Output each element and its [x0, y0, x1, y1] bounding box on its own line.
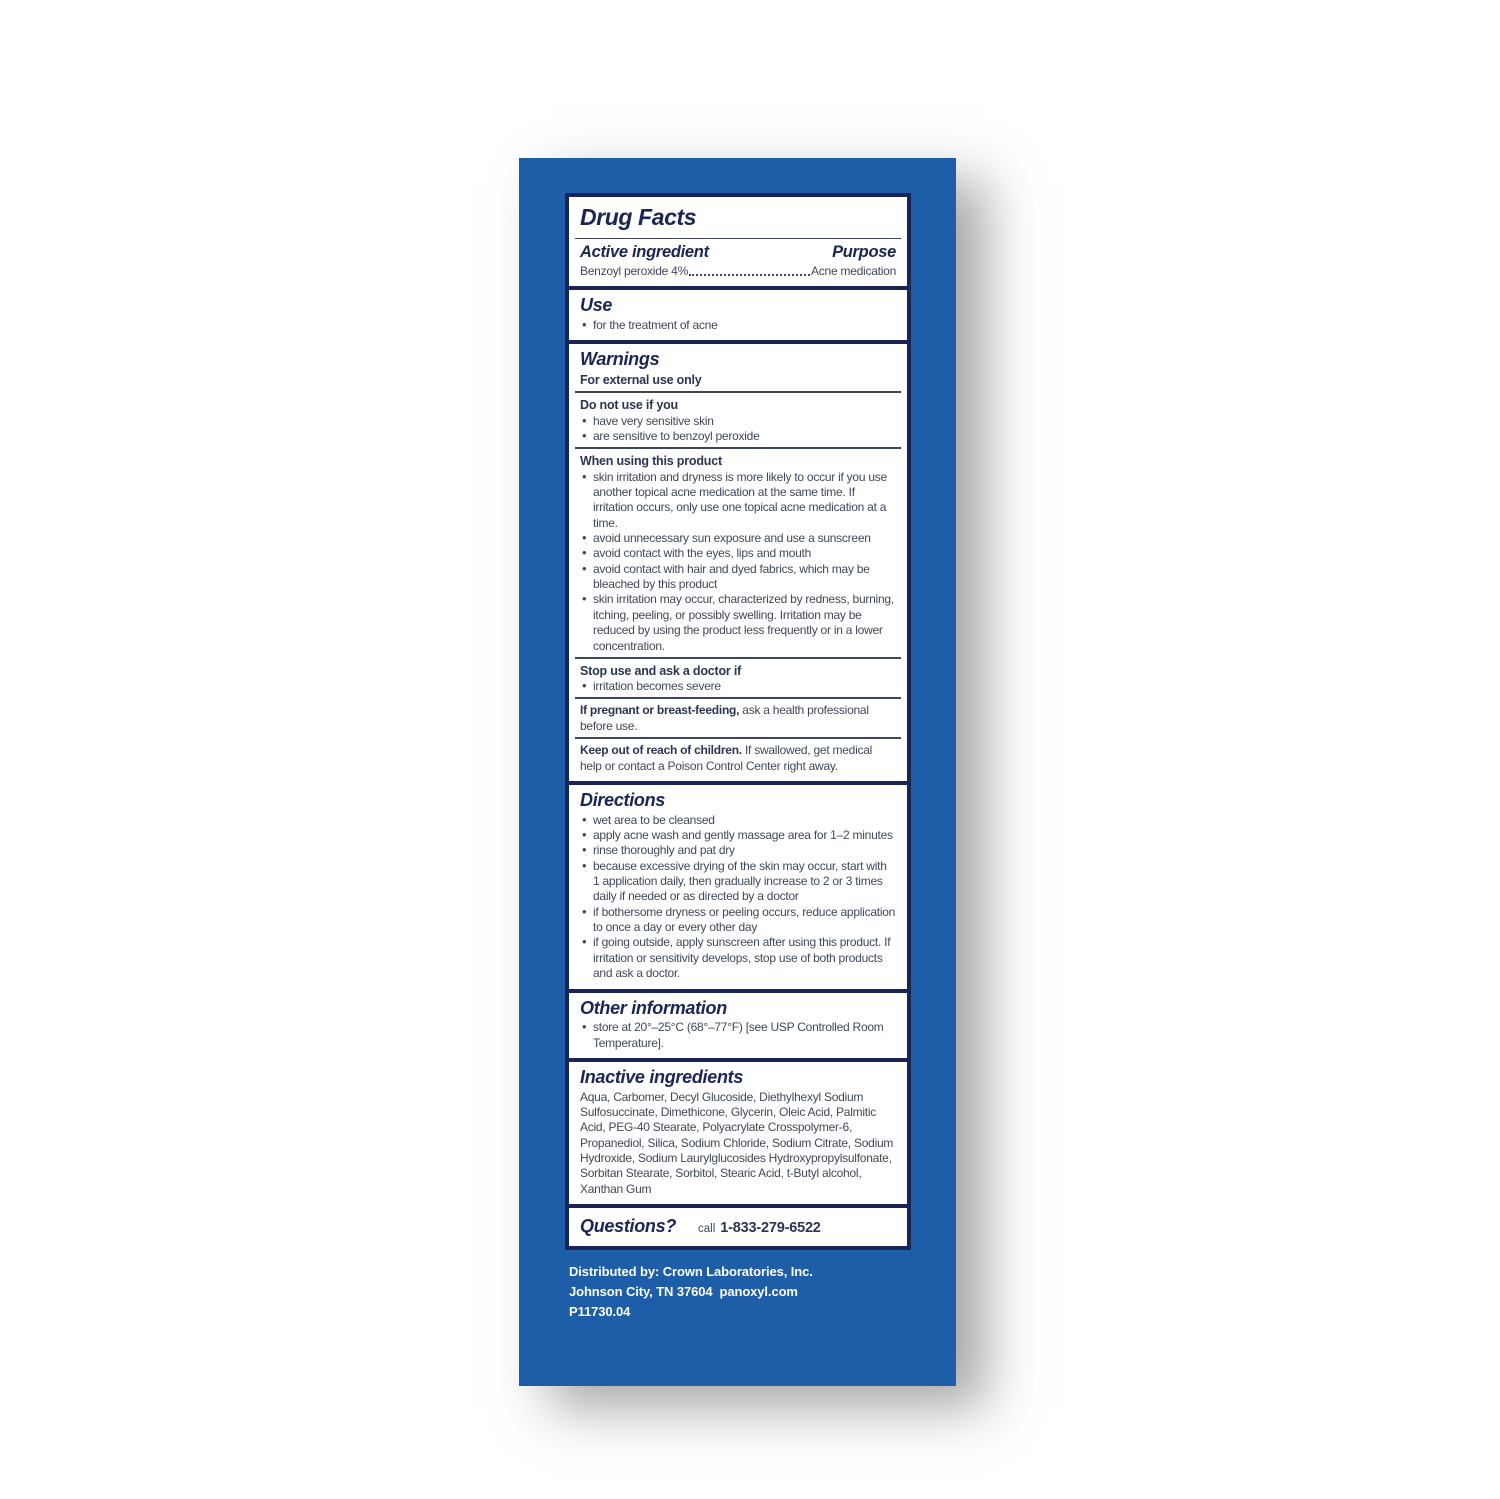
divider [575, 737, 901, 739]
bullet-item: • avoid contact with the eyes, lips and mouth [580, 546, 896, 561]
when-using-bullets [580, 470, 896, 654]
external-use-text: For external use only [580, 373, 702, 388]
dotted-leader [689, 274, 810, 276]
distributor-info [569, 1262, 956, 1322]
bullet-item: • if bothersome dryness or peeling occurs, reduce application to once a day or every other day [580, 905, 896, 936]
do-not-use-heading: Do not use if you [580, 398, 678, 413]
product-package-back [519, 158, 956, 1386]
active-ingredient-row [580, 264, 896, 279]
section-use [569, 290, 907, 340]
bullet-item: • if going outside, apply sunscreen after using this product. If irritation or sensitivity develops, stop use of both products and ask a doctor. [580, 935, 896, 981]
drug-facts-title: Drug Facts [580, 204, 697, 230]
other-information-heading: Other information [580, 997, 727, 1018]
do-not-use-bullets [580, 414, 896, 445]
bullet-item: • have very sensitive skin [580, 414, 896, 429]
bullet-item: • skin irritation and dryness is more likely to occur if you use another topical acne medication at the same time. If irritation occurs, only use one topical acne medication at a time. [580, 470, 896, 531]
questions-phone-number: 1-833-279-6522 [720, 1220, 821, 1237]
use-heading: Use [580, 295, 613, 316]
section-directions [569, 785, 907, 989]
bullet-item: • irritation becomes severe [580, 679, 896, 694]
active-purpose-headings [580, 243, 896, 262]
bullet-item: • avoid unnecessary sun exposure and use a sunscreen [580, 531, 896, 546]
bullet-item: • avoid contact with hair and dyed fabrics, which may be bleached by this product [580, 562, 896, 593]
pregnant-warning-rest: ask a health professional before use. [580, 703, 869, 733]
when-using-heading: When using this product [580, 454, 722, 469]
bullet-item: • are sensitive to benzoyl peroxide [580, 429, 896, 444]
divider [575, 238, 901, 239]
section-warnings [569, 344, 907, 781]
bullet-item: • rinse thoroughly and pat dry [580, 843, 896, 858]
bullet-item: • for the treatment of acne [580, 318, 896, 333]
stop-use-heading: Stop use and ask a doctor if [580, 663, 742, 678]
bullet-item: • apply acne wash and gently massage area for 1–2 minutes [580, 828, 896, 843]
distributor-line: Distributed by: Crown Laboratories, Inc. [569, 1264, 813, 1280]
purpose-heading: Purpose [832, 243, 896, 261]
drug-facts-panel [565, 193, 911, 1250]
stop-use-bullets [580, 679, 896, 694]
section-other-information [569, 993, 907, 1058]
section-inactive-ingredients [569, 1062, 907, 1204]
questions-call-label: call [698, 1223, 716, 1236]
active-ingredient-heading: Active ingredient [580, 243, 709, 261]
section-active-ingredient [569, 197, 907, 286]
other-information-bullets [580, 1020, 896, 1051]
bullet-item: • skin irritation may occur, characterized by redness, burning, itching, peeling, or possibly swelling. Irritation may be reduced by using the product less frequently or in a lower concentration. [580, 592, 896, 653]
keep-out-warning-rest: If swallowed, get medical help or contact a Poison Control Center right away. [580, 743, 873, 773]
warnings-heading: Warnings [580, 349, 660, 370]
divider [575, 447, 901, 449]
bullet-item: • wet area to be cleansed [580, 813, 896, 828]
directions-heading: Directions [580, 789, 666, 810]
questions-heading: Questions? [580, 1216, 677, 1237]
pregnant-warning [580, 703, 896, 734]
keep-out-warning [580, 743, 896, 774]
inactive-ingredients-heading: Inactive ingredients [580, 1066, 744, 1087]
part-number: P11730.04 [569, 1304, 631, 1320]
distributor-address-line: Johnson City, TN 37604 panoxyl.com [569, 1284, 798, 1300]
ingredient-purpose: Acne medication [811, 264, 896, 278]
pregnant-warning-bold: If pregnant or breast-feeding, [580, 703, 740, 718]
divider [575, 697, 901, 699]
divider [575, 391, 901, 393]
directions-bullets [580, 813, 896, 982]
section-questions [569, 1208, 907, 1246]
use-bullets [580, 318, 896, 333]
inactive-ingredients-text: Aqua, Carbomer, Decyl Glucoside, Diethylhexyl Sodium Sulfosuccinate, Dimethicone, Glycerin, Oleic Acid, Palmitic Acid, PEG-40 Stearate, Polyacrylate Crosspolymer-6, Propanediol, Silica, Sodium Chloride, Sodium Citrate, Sodium Hydroxide, Sodium Laurylglucosides Hydroxypropylsulfonate, Sorbitan Stearate, Sorbitol, Stearic Acid, t-Butyl alcohol, Xanthan Gum [580, 1089, 894, 1196]
keep-out-warning-bold: Keep out of reach of children. [580, 743, 742, 758]
bullet-item: • because excessive drying of the skin may occur, start with 1 application daily, then gradually increase to 2 or 3 times daily if needed or as directed by a doctor [580, 859, 896, 905]
ingredient-name: Benzoyl peroxide 4% [580, 264, 688, 278]
divider [575, 657, 901, 659]
bullet-item: • store at 20°–25°C (68°–77°F) [see USP Controlled Room Temperature]. [580, 1020, 896, 1051]
